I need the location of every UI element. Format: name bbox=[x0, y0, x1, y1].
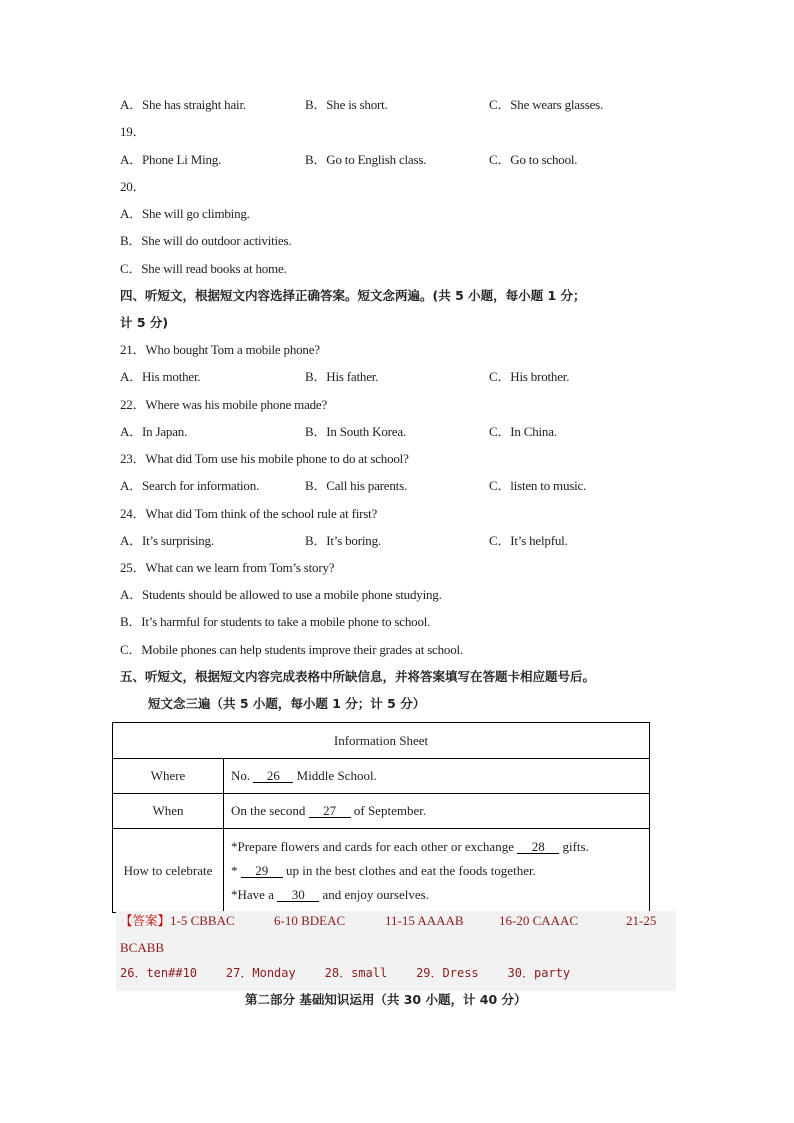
how-label: How to celebrate bbox=[113, 829, 224, 913]
q25-text: 25．What can we learn from Tom’s story? bbox=[120, 560, 335, 575]
q23-option-a: A．Search for information. bbox=[120, 478, 260, 493]
answer-group-5-label: 21-25 bbox=[626, 913, 657, 928]
section-4-heading-line1: 四、听短文，根据短文内容选择正确答案。短文念两遍。(共 5 小题，每小题 1 分； bbox=[120, 288, 586, 303]
q25-option-c: C．Mobile phones can help students improve their grades at school. bbox=[120, 642, 463, 657]
answer-group-4: 16-20 CAAAC bbox=[499, 913, 579, 928]
how3-pre: *Have a bbox=[231, 886, 274, 902]
q19-option-b: B．Go to English class. bbox=[305, 152, 427, 167]
q21-option-a: A．His mother. bbox=[120, 369, 201, 384]
how-line-3 bbox=[231, 883, 642, 907]
q23-option-b: B．Call his parents. bbox=[305, 478, 407, 493]
q20-option-b: B．She will do outdoor activities. bbox=[120, 233, 292, 248]
when-cell bbox=[224, 794, 650, 829]
when-post: of September. bbox=[353, 803, 427, 818]
q20-option-c: C．She will read books at home. bbox=[120, 261, 287, 276]
answer-group-1: 1-5 CBBAC bbox=[170, 913, 235, 928]
table-row-where bbox=[113, 759, 650, 794]
section-4-heading-line2: 计 5 分) bbox=[120, 315, 169, 330]
q22-option-c: C．In China. bbox=[489, 424, 557, 439]
section-5-heading-line1: 五、听短文，根据短文内容完成表格中所缺信息，并将答案填写在答题卡相应题号后。 bbox=[120, 669, 596, 684]
how3-post: and enjoy ourselves. bbox=[322, 886, 429, 902]
q22-text: 22．Where was his mobile phone made? bbox=[120, 397, 328, 412]
answer-tag: 【答案】 bbox=[120, 913, 171, 928]
how-line-1 bbox=[231, 835, 642, 859]
part-2-heading: 第二部分 基础知识运用（共 30 小题，计 40 分） bbox=[245, 992, 527, 1007]
where-pre: No. bbox=[231, 768, 251, 783]
q25-option-a: A．Students should be allowed to use a mobile phone studying. bbox=[120, 587, 442, 602]
q20-option-a: A．She will go climbing. bbox=[120, 206, 250, 221]
section-5-heading-line2: 短文念三遍（共 5 小题，每小题 1 分；计 5 分） bbox=[148, 696, 426, 711]
q22-option-a: A．In Japan. bbox=[120, 424, 188, 439]
how1-post: gifts. bbox=[562, 838, 589, 854]
q25-option-b: B．It’s harmful for students to take a mobile phone to school. bbox=[120, 614, 431, 629]
answer-line-1 bbox=[120, 913, 235, 929]
blank-28: 28 bbox=[517, 840, 559, 854]
q18-option-c: C．She wears glasses. bbox=[489, 97, 604, 112]
q22-option-b: B．In South Korea. bbox=[305, 424, 406, 439]
q23-option-c: C．listen to music. bbox=[489, 478, 587, 493]
q21-option-c: C．His brother. bbox=[489, 369, 570, 384]
blank-29: 29 bbox=[241, 864, 283, 878]
how2-pre: * bbox=[231, 862, 238, 878]
answer-group-5: BCABB bbox=[120, 940, 165, 955]
how-line-2 bbox=[231, 859, 642, 883]
q20-number: 20． bbox=[120, 179, 146, 194]
blank-26: 26 bbox=[253, 769, 293, 783]
when-label: When bbox=[113, 794, 224, 829]
blank-30: 30 bbox=[277, 888, 319, 902]
table-row-when bbox=[113, 794, 650, 829]
where-post: Middle School. bbox=[296, 768, 377, 783]
how1-pre: *Prepare flowers and cards for each other or exchange bbox=[231, 838, 514, 854]
how2-post: up in the best clothes and eat the foods together. bbox=[286, 862, 536, 878]
q21-option-b: B．His father. bbox=[305, 369, 379, 384]
how-cell bbox=[224, 829, 650, 913]
q18-option-b: B．She is short. bbox=[305, 97, 388, 112]
when-pre: On the second bbox=[231, 803, 306, 818]
q23-text: 23．What did Tom use his mobile phone to do at school? bbox=[120, 451, 409, 466]
table-title: Information Sheet bbox=[113, 723, 650, 759]
q24-option-c: C．It’s helpful. bbox=[489, 533, 568, 548]
answer-group-2: 6-10 BDEAC bbox=[274, 913, 346, 928]
information-sheet-table bbox=[112, 722, 650, 913]
q24-option-b: B．It’s boring. bbox=[305, 533, 381, 548]
blank-27: 27 bbox=[309, 804, 351, 818]
q19-option-a: A．Phone Li Ming. bbox=[120, 152, 222, 167]
q18-option-a: A．She has straight hair. bbox=[120, 97, 246, 112]
answer-group-3: 11-15 AAAAB bbox=[385, 913, 464, 928]
q24-text: 24．What did Tom think of the school rule at first? bbox=[120, 506, 378, 521]
q24-option-a: A．It’s surprising. bbox=[120, 533, 214, 548]
where-label: Where bbox=[113, 759, 224, 794]
answer-line-3: 26．ten##10 27．Monday 28．small 29．Dress 30．party bbox=[120, 966, 571, 980]
table-row-how bbox=[113, 829, 650, 913]
q21-text: 21．Who bought Tom a mobile phone? bbox=[120, 342, 320, 357]
q19-number: 19． bbox=[120, 124, 146, 139]
q19-option-c: C．Go to school. bbox=[489, 152, 578, 167]
where-cell bbox=[224, 759, 650, 794]
